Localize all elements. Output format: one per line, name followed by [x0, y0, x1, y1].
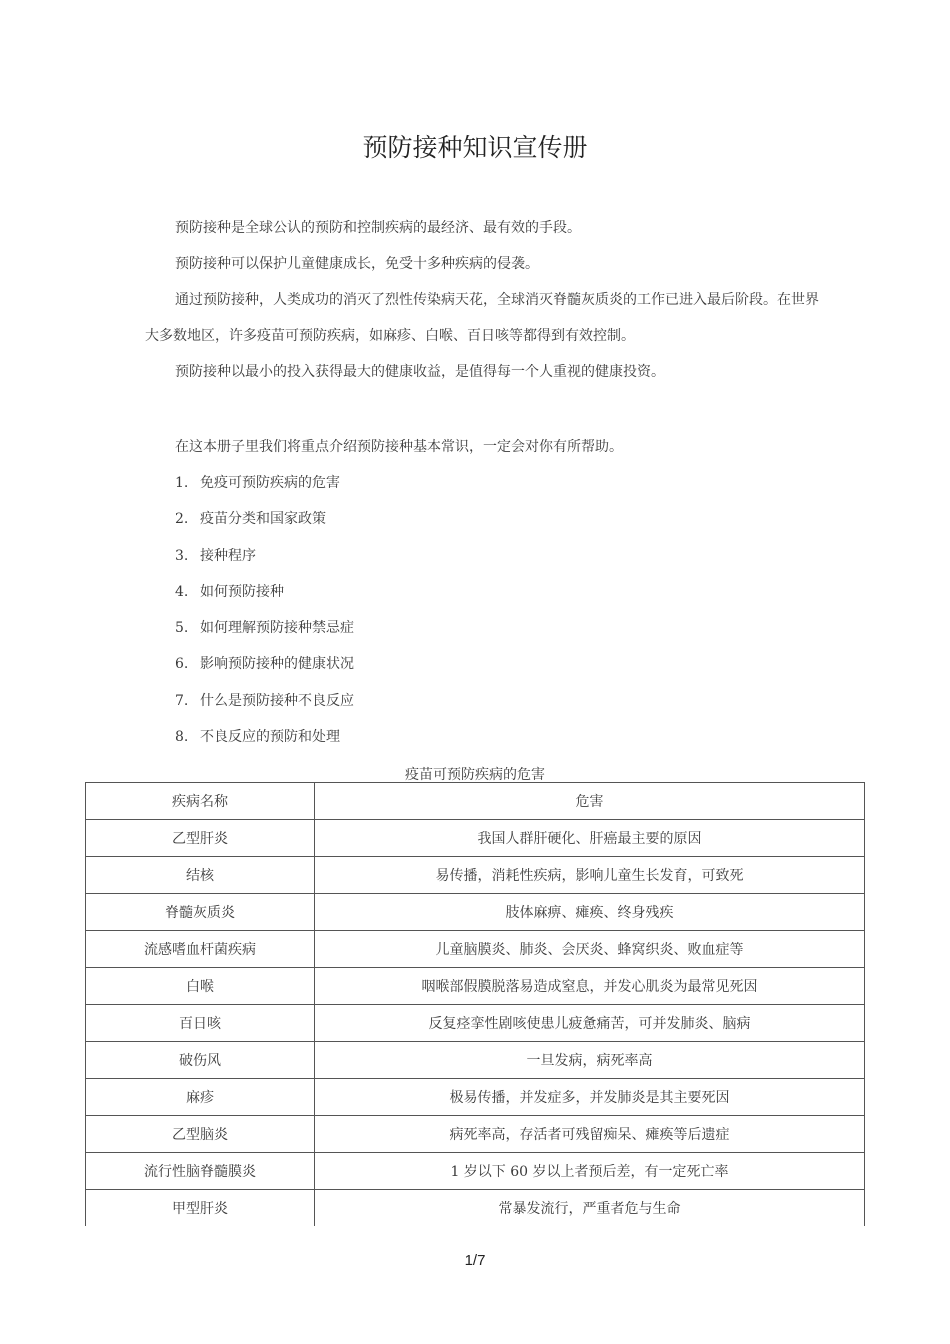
toc-item [175, 646, 623, 682]
paragraph: 预防接种以最小的投入获得最大的健康收益，是值得每一个人重视的健康投资。 [175, 364, 665, 380]
hazard-cell: 反复痉挛性剧咳使患儿疲惫痛苦，可并发肺炎、脑病 [315, 1005, 865, 1042]
disease-cell: 乙型肝炎 [86, 820, 315, 857]
table-row [86, 1190, 865, 1227]
toc-item [175, 574, 623, 610]
table-row [86, 1116, 865, 1153]
disease-hazard-table [85, 782, 865, 1226]
table-row [86, 1042, 865, 1079]
toc-item [175, 501, 623, 537]
toc-item-number: 1. [175, 475, 189, 491]
toc-item-text: 接种程序 [200, 547, 256, 564]
disease-cell: 麻疹 [86, 1079, 315, 1116]
toc-item-text: 影响预防接种的健康状况 [200, 656, 354, 673]
hazard-cell: 极易传播，并发症多，并发肺炎是其主要死因 [315, 1079, 865, 1116]
toc-item-number: 5. [175, 620, 189, 637]
toc-item-text: 什么是预防接种不良反应 [200, 692, 354, 709]
toc-list [175, 465, 623, 755]
paragraph: 预防接种是全球公认的预防和控制疾病的最经济、最有效的手段。 [175, 220, 581, 236]
table-row [86, 931, 865, 968]
paragraph: 通过预防接种，人类成功的消灭了烈性传染病天花，全球消灭脊髓灰质炎的工作已进入最后阶段。在世界大多数地区，许多疫苗可预防疾病，如麻疹、白喉、百日咳等都得到有效控制。 [145, 292, 819, 344]
toc-item-number: 2. [175, 511, 189, 528]
toc-item-number: 6. [175, 656, 189, 673]
disease-cell: 百日咳 [86, 1005, 315, 1042]
table-row [86, 857, 865, 894]
toc-item-text: 如何理解预防接种禁忌症 [200, 620, 354, 637]
toc-item [175, 683, 623, 719]
hazard-cell: 儿童脑膜炎、肺炎、会厌炎、蜂窝织炎、败血症等 [315, 931, 865, 968]
table-caption: 疫苗可预防疾病的危害 [405, 767, 545, 783]
toc-item-number: 3. [175, 547, 189, 564]
toc-item-number: 7. [175, 692, 189, 709]
table-row [86, 1005, 865, 1042]
toc-item-text: 疫苗分类和国家政策 [200, 511, 326, 528]
toc-item [175, 610, 623, 646]
table-row [86, 1079, 865, 1116]
disease-cell: 破伤风 [86, 1042, 315, 1079]
disease-cell: 乙型脑炎 [86, 1116, 315, 1153]
toc-item [175, 719, 623, 755]
page-number: 1/7 [464, 1252, 486, 1269]
hazard-cell: 我国人群肝硬化、肝癌最主要的原因 [315, 820, 865, 857]
toc-item-text: 免疫可预防疾病的危害 [200, 475, 340, 491]
hazard-cell: 咽喉部假膜脱落易造成窒息，并发心肌炎为最常见死因 [315, 968, 865, 1005]
table-row [86, 894, 865, 931]
disease-cell: 白喉 [86, 968, 315, 1005]
disease-cell: 流感嗜血杆菌疾病 [86, 931, 315, 968]
disease-cell: 结核 [86, 857, 315, 894]
paragraph: 预防接种可以保护儿童健康成长，免受十多种疾病的侵袭。 [175, 256, 539, 272]
table-row [86, 1153, 865, 1190]
toc-item-number: 4. [175, 583, 189, 600]
hazard-cell: 病死率高，存活者可残留痴呆、瘫痪等后遗症 [315, 1116, 865, 1153]
toc-item [175, 465, 623, 501]
toc-item [175, 538, 623, 574]
header-cell: 疾病名称 [86, 783, 315, 820]
toc-item-number: 8. [175, 729, 189, 746]
intro-paragraphs [145, 210, 825, 390]
hazard-cell: 易传播，消耗性疾病，影响儿童生长发育，可致死 [315, 857, 865, 894]
table-row [86, 968, 865, 1005]
hazard-cell: 肢体麻痹、瘫痪、终身残疾 [315, 894, 865, 931]
disease-cell: 流行性脑脊髓膜炎 [86, 1153, 315, 1190]
table-row [86, 820, 865, 857]
hazard-cell: 一旦发病，病死率高 [315, 1042, 865, 1079]
disease-cell: 脊髓灰质炎 [86, 894, 315, 931]
toc-item-text: 不良反应的预防和处理 [200, 729, 340, 746]
toc-item-text: 如何预防接种 [200, 583, 284, 600]
disease-cell: 甲型肝炎 [86, 1190, 315, 1227]
table-header-row [86, 783, 865, 820]
hazard-cell: 常暴发流行，严重者危与生命 [315, 1190, 865, 1227]
header-cell: 危害 [315, 783, 865, 820]
table-of-contents [175, 429, 623, 755]
hazard-cell: 1 岁以下 60 岁以上者预后差，有一定死亡率 [315, 1153, 865, 1190]
document-title: 预防接种知识宣传册 [362, 133, 588, 162]
toc-intro: 在这本册子里我们将重点介绍预防接种基本常识，一定会对你有所帮助。 [175, 439, 623, 455]
